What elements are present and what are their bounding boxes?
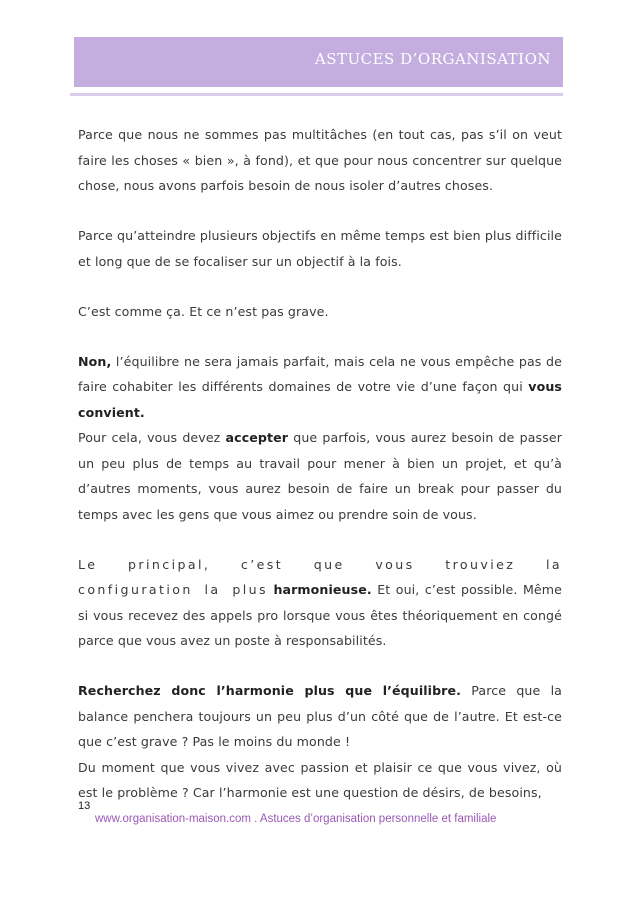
bold-text: Recherchez donc l’harmonie plus que l’équilibre. [78, 683, 462, 698]
header-divider [70, 93, 563, 96]
spaced-text: Le principal, c’est que vous trouviez la configuration la plus [78, 556, 562, 597]
paragraph-7 [78, 678, 562, 755]
text: Et oui, c’est possible. Même si vous recevez des appels pro lorsque vous êtes théoriquement en congé parce que vous avez un poste à responsabilités. [78, 582, 562, 648]
text: Pour cela, vous devez [78, 430, 226, 445]
paragraph-1: Parce que nous ne sommes pas multitâches (en tout cas, pas s’il on veut faire les choses « bien », à fond), et que pour nous concentrer sur quelque chose, nous avons parfois besoin de nous isoler d’autres choses. [78, 127, 562, 193]
page-number: 13 [78, 800, 91, 812]
paragraph-8: Du moment que vous vivez avec passion et plaisir ce que vous vivez, où est le problème ? Car l’harmonie est une question de désirs, de besoins, [78, 759, 562, 800]
bold-text: Non, [78, 353, 112, 369]
page-body [78, 122, 562, 806]
bold-text: vous convient. [78, 379, 562, 420]
paragraph-4 [78, 349, 562, 426]
paragraph-5 [78, 425, 562, 527]
paragraph-6 [78, 552, 562, 654]
bold-text: harmonieuse. [273, 582, 372, 597]
paragraph-2: Parce qu’atteindre plusieurs objectifs en même temps est bien plus difficile et long que de se focaliser sur un objectif à la fois. [78, 228, 562, 269]
paragraph-3: C’est comme ça. Et ce n’est pas grave. [78, 303, 329, 319]
text: que parfois, vous aurez besoin de passer un peu plus de temps au travail pour mener à bien un projet, et qu’à d’autres moments, vous aurez besoin de faire un break pour passer du temps avec les gens que vous aimez ou prendre soin de vous. [78, 430, 562, 522]
text: Parce que la balance penchera toujours un peu plus d’un côté que de l’autre. Et est-ce que c’est grave ? Pas le moins du monde ! [78, 683, 562, 749]
header-banner [70, 37, 563, 87]
header-title: ASTUCES D’ORGANISATION [314, 50, 551, 68]
footer-website-link[interactable]: www.organisation-maison.com . Astuces d’organisation personnelle et familiale [95, 813, 497, 825]
text: l’équilibre ne sera jamais parfait, mais cela ne vous empêche pas de faire cohabiter les différents domaines de votre vie d’une façon qui [78, 353, 562, 394]
bold-text: accepter [225, 430, 289, 445]
